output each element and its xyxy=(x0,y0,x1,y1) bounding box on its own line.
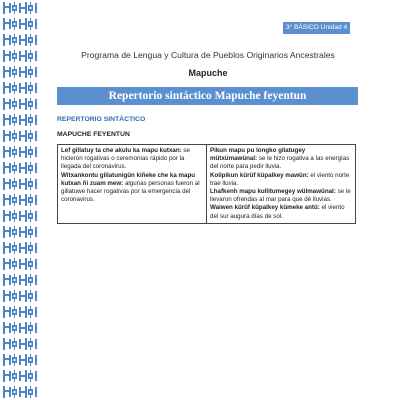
pattern-icon xyxy=(0,0,40,400)
table-row xyxy=(58,145,356,224)
section-heading: REPERTORIO SINTÁCTICO xyxy=(57,116,146,123)
entry-meaning: el viento del sur augura días de sol. xyxy=(210,204,345,220)
section-subheading: MAPUCHE FEYENTUN xyxy=(57,131,130,138)
entry-meaning: se le llevaron ofrendas al mar para que dé lluvias. xyxy=(210,188,351,204)
entry-term: Lef gillatuy ta che akulu ka mapu kutxan: xyxy=(61,147,182,154)
entry-term: Witxankontu gillatunigün kiñeke che ka mapu kutxan ñi zuam mew: xyxy=(61,171,196,187)
table-cell-left xyxy=(58,145,207,224)
list-item xyxy=(210,147,352,172)
entry-term: Lhafkenh mapu kullitumegey wülmawünal: xyxy=(210,188,336,196)
entry-meaning: el viento norte trae lluvia. xyxy=(210,171,350,187)
table-cell-right xyxy=(207,145,356,224)
entry-term: Waiwen kürüf küpalkey kümeke antü: xyxy=(210,204,320,212)
decorative-pattern-border xyxy=(0,0,40,400)
program-title: Programa de Lengua y Cultura de Pueblos Originarios Ancestrales xyxy=(81,50,335,60)
list-item xyxy=(210,204,352,220)
list-item xyxy=(61,147,203,172)
entry-meaning: algunas personas fueron al gillatuwe hacer rogativas por la emergencia del coronavirus. xyxy=(61,179,200,204)
entry-term: Pikun mapu pu longko gilatugey mütxümawünal: xyxy=(210,147,306,163)
list-item xyxy=(210,188,352,204)
grade-unit-badge: 3° BÁSICO Unidad 4 xyxy=(283,22,350,34)
entry-meaning: se hicieron rogativas o ceremonias rápido por la llegada del coronavirus. xyxy=(61,147,190,171)
entry-meaning: se le hizo rogativa a las energías del norte para pedir lluvia. xyxy=(210,155,350,171)
entry-term: Kolipikun kürüf küpalkey mawün: xyxy=(210,171,309,179)
repertoire-table xyxy=(57,144,356,224)
page-title-banner: Repertorio sintáctico Mapuche feyentun xyxy=(57,87,358,105)
people-subtitle: Mapuche xyxy=(188,68,228,78)
list-item xyxy=(210,172,352,188)
list-item xyxy=(61,172,203,205)
